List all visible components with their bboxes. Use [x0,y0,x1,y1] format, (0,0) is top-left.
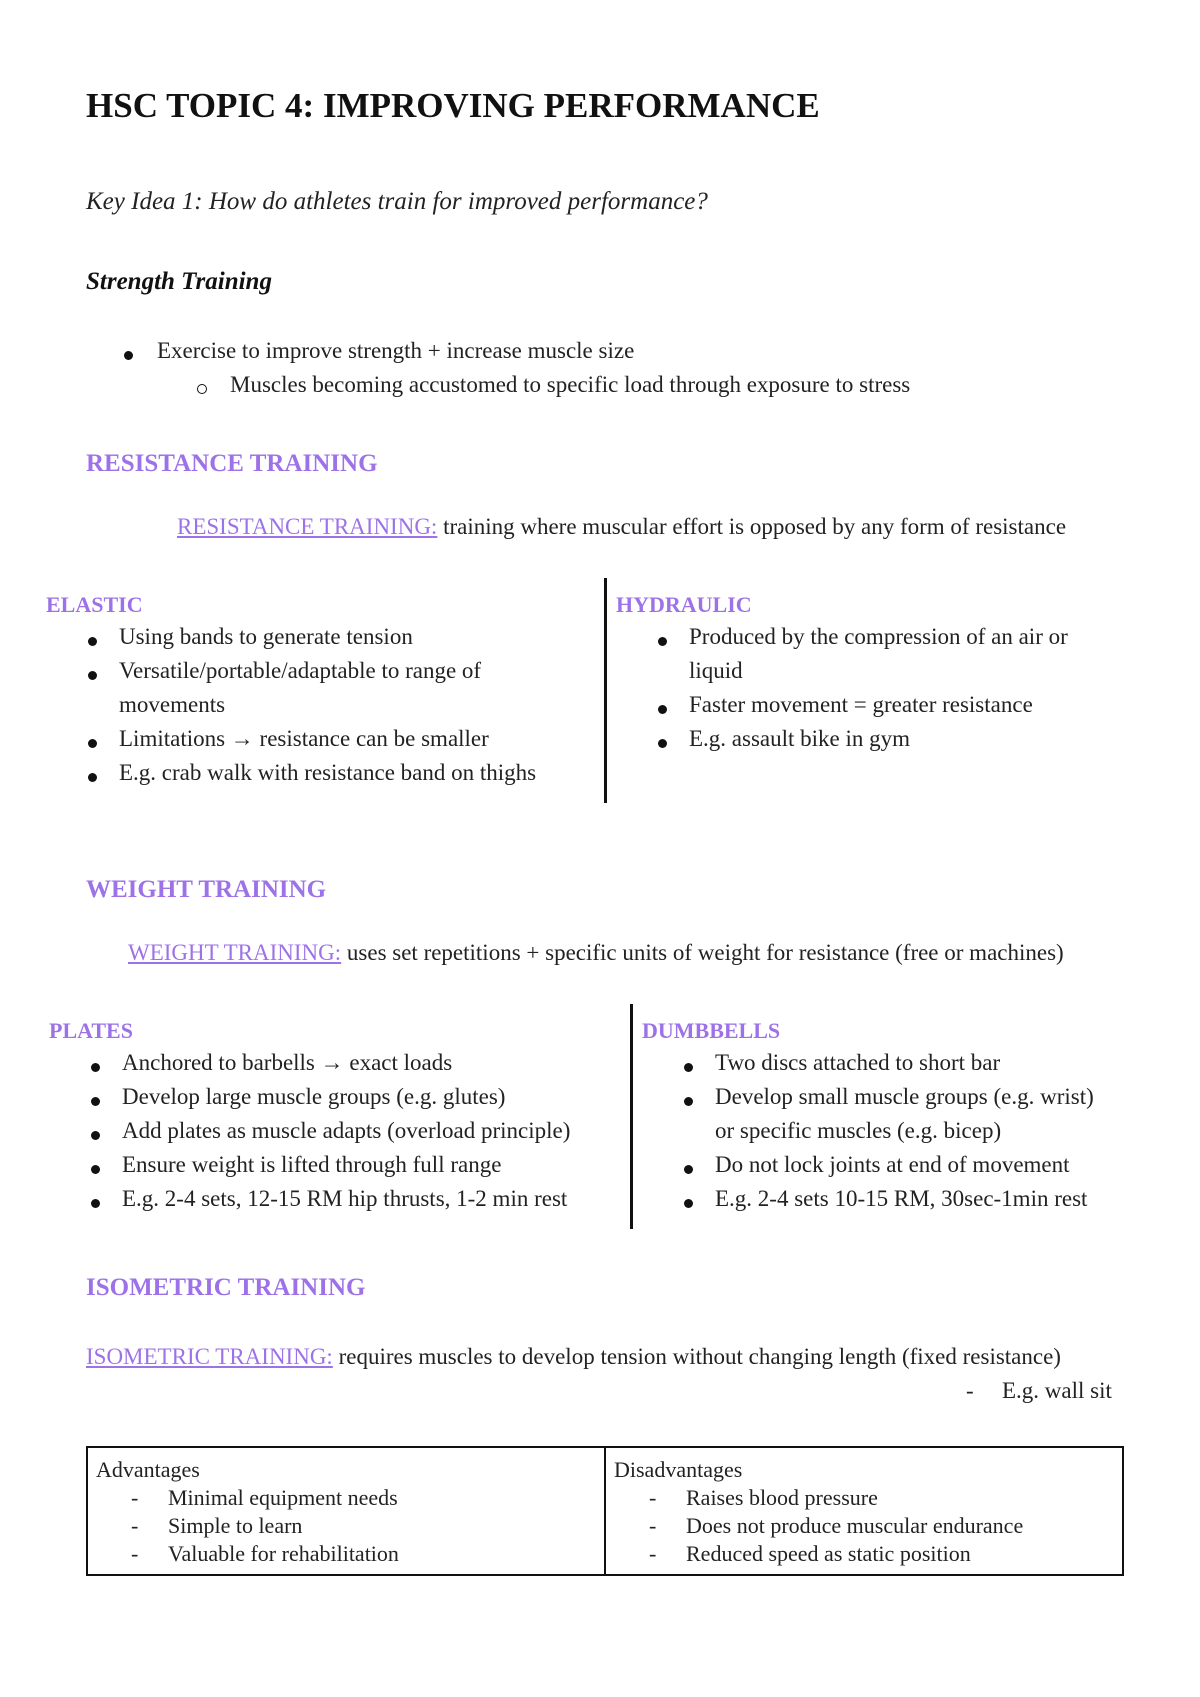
column-divider [604,578,607,803]
bullet-icon [91,1165,100,1174]
bullet-icon [88,671,97,680]
disadvantage-item: - Raises blood pressure [649,1485,878,1510]
bullet-icon [684,1097,693,1106]
disadvantages-cell [605,1447,1123,1575]
resistance-definition [177,514,1066,540]
advantages-cell [87,1447,605,1575]
dumbbells-item: E.g. 2-4 sets 10-15 RM, 30sec-1min rest [715,1186,1088,1211]
advantage-item: - Simple to learn [131,1513,303,1538]
strength-bullet: Exercise to improve strength + increase muscle size [157,338,635,363]
bullet-icon [91,1131,100,1140]
plates-heading: PLATES [49,1018,133,1043]
resistance-training-heading: RESISTANCE TRAINING [86,450,378,477]
resistance-definition-text: training where muscular effort is opposed by any form of resistance [437,514,1067,539]
plates-item: Add plates as muscle adapts (overload principle) [122,1118,571,1143]
bullet-icon [684,1165,693,1174]
bullet-icon [88,739,97,748]
disadvantages-header: Disadvantages [614,1457,743,1482]
elastic-item: Using bands to generate tension [119,624,413,649]
bullet-icon [684,1063,693,1072]
weight-definition-text: uses set repetitions + specific units of weight for resistance (free or machines) [341,940,1064,965]
advantage-item: - Valuable for rehabilitation [131,1541,399,1566]
bullet-icon [658,705,667,714]
bullet-icon [684,1199,693,1208]
isometric-definition [86,1344,1061,1370]
plates-item: Anchored to barbells → exact loads [122,1050,453,1075]
elastic-heading: ELASTIC [46,592,143,617]
advantages-header: Advantages [96,1457,200,1482]
bullet-icon [88,637,97,646]
hydraulic-item-continuation: liquid [689,658,743,683]
bullet-icon [658,637,667,646]
dumbbells-item: Do not lock joints at end of movement [715,1152,1070,1177]
disadvantage-item: - Does not produce muscular endurance [649,1513,1024,1538]
hollow-bullet-icon [197,384,207,394]
plates-item: E.g. 2-4 sets, 12-15 RM hip thrusts, 1-2 min rest [122,1186,568,1211]
elastic-item: Versatile/portable/adaptable to range of [119,658,482,683]
page-title: HSC TOPIC 4: IMPROVING PERFORMANCE [86,86,820,125]
isometric-pros-cons-table [86,1446,1124,1576]
isometric-example: E.g. wall sit [1002,1378,1112,1403]
bullet-icon [658,739,667,748]
isometric-example-dash: - [966,1378,974,1403]
hydraulic-heading: HYDRAULIC [616,592,752,617]
strength-training-heading: Strength Training [86,268,272,295]
column-divider [630,1004,633,1229]
isometric-training-heading: ISOMETRIC TRAINING [86,1274,366,1301]
dumbbells-item-continuation: or specific muscles (e.g. bicep) [715,1118,1002,1143]
key-idea: Key Idea 1: How do athletes train for improved performance? [86,188,708,215]
hydraulic-item: Produced by the compression of an air or [689,624,1068,649]
bullet-icon [91,1199,100,1208]
resistance-definition-term: RESISTANCE TRAINING: [177,514,438,539]
bullet-icon [88,773,97,782]
weight-training-heading: WEIGHT TRAINING [86,876,327,903]
elastic-item: Limitations → resistance can be smaller [119,726,489,751]
elastic-item: E.g. crab walk with resistance band on thighs [119,760,537,785]
bullet-icon [91,1097,100,1106]
weight-definition-term: WEIGHT TRAINING: [128,940,342,965]
elastic-item-continuation: movements [119,692,226,717]
weight-definition [128,940,1064,966]
bullet-icon [124,351,133,360]
hydraulic-item: E.g. assault bike in gym [689,726,911,751]
disadvantage-item: - Reduced speed as static position [649,1541,971,1566]
dumbbells-item: Develop small muscle groups (e.g. wrist) [715,1084,1094,1109]
dumbbells-item: Two discs attached to short bar [715,1050,1001,1075]
bullet-icon [91,1063,100,1072]
hydraulic-item: Faster movement = greater resistance [689,692,1033,717]
plates-item: Develop large muscle groups (e.g. glutes) [122,1084,506,1109]
isometric-definition-term: ISOMETRIC TRAINING: [86,1344,333,1369]
strength-sub-bullet: Muscles becoming accustomed to specific load through exposure to stress [230,372,911,397]
dumbbells-heading: DUMBBELLS [642,1018,781,1043]
isometric-definition-text: requires muscles to develop tension without changing length (fixed resistance) [332,1344,1061,1369]
plates-item: Ensure weight is lifted through full range [122,1152,502,1177]
advantage-item: - Minimal equipment needs [131,1485,398,1510]
